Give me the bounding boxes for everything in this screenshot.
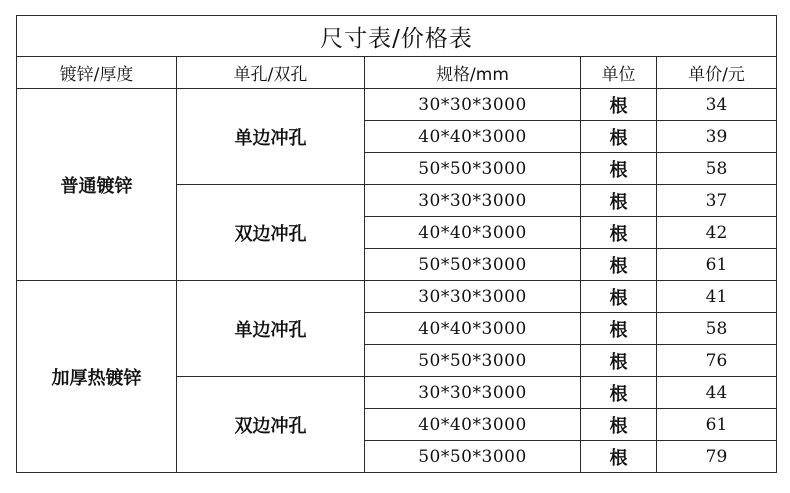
unit-cell: 根 [581,121,657,153]
table-row [17,281,777,313]
hole-type-cell: 双边冲孔 [177,377,365,473]
price-table-body [17,16,777,473]
table-title: 尺寸表/价格表 [17,16,777,57]
price-cell: 42 [657,217,777,249]
header-unit: 单位 [581,57,657,89]
price-cell: 58 [657,153,777,185]
unit-cell: 根 [581,89,657,121]
spec-cell: 30*30*3000 [365,89,581,121]
header-spec: 规格/mm [365,57,581,89]
unit-cell: 根 [581,313,657,345]
hole-type-cell: 单边冲孔 [177,281,365,377]
price-cell: 61 [657,409,777,441]
price-cell: 61 [657,249,777,281]
header-price: 单价/元 [657,57,777,89]
price-cell: 58 [657,313,777,345]
table-row [17,89,777,121]
spec-cell: 40*40*3000 [365,121,581,153]
spec-cell: 40*40*3000 [365,313,581,345]
unit-cell: 根 [581,441,657,473]
price-cell: 37 [657,185,777,217]
spec-cell: 40*40*3000 [365,217,581,249]
price-table [16,15,777,473]
spec-cell: 30*30*3000 [365,377,581,409]
spec-cell: 50*50*3000 [365,153,581,185]
header-hole: 单孔/双孔 [177,57,365,89]
spec-cell: 50*50*3000 [365,345,581,377]
hole-type-cell: 双边冲孔 [177,185,365,281]
hole-type-cell: 单边冲孔 [177,89,365,185]
unit-cell: 根 [581,185,657,217]
spec-cell: 50*50*3000 [365,249,581,281]
spec-cell: 30*30*3000 [365,185,581,217]
spec-cell: 40*40*3000 [365,409,581,441]
unit-cell: 根 [581,281,657,313]
thickness-cell: 普通镀锌 [17,89,177,281]
spec-cell: 30*30*3000 [365,281,581,313]
title-row [17,16,777,57]
price-cell: 41 [657,281,777,313]
price-cell: 44 [657,377,777,409]
price-cell: 34 [657,89,777,121]
price-cell: 76 [657,345,777,377]
unit-cell: 根 [581,249,657,281]
thickness-cell: 加厚热镀锌 [17,281,177,473]
header-row [17,57,777,89]
unit-cell: 根 [581,217,657,249]
header-thickness: 镀锌/厚度 [17,57,177,89]
price-cell: 79 [657,441,777,473]
unit-cell: 根 [581,345,657,377]
unit-cell: 根 [581,153,657,185]
price-cell: 39 [657,121,777,153]
spec-cell: 50*50*3000 [365,441,581,473]
unit-cell: 根 [581,377,657,409]
unit-cell: 根 [581,409,657,441]
